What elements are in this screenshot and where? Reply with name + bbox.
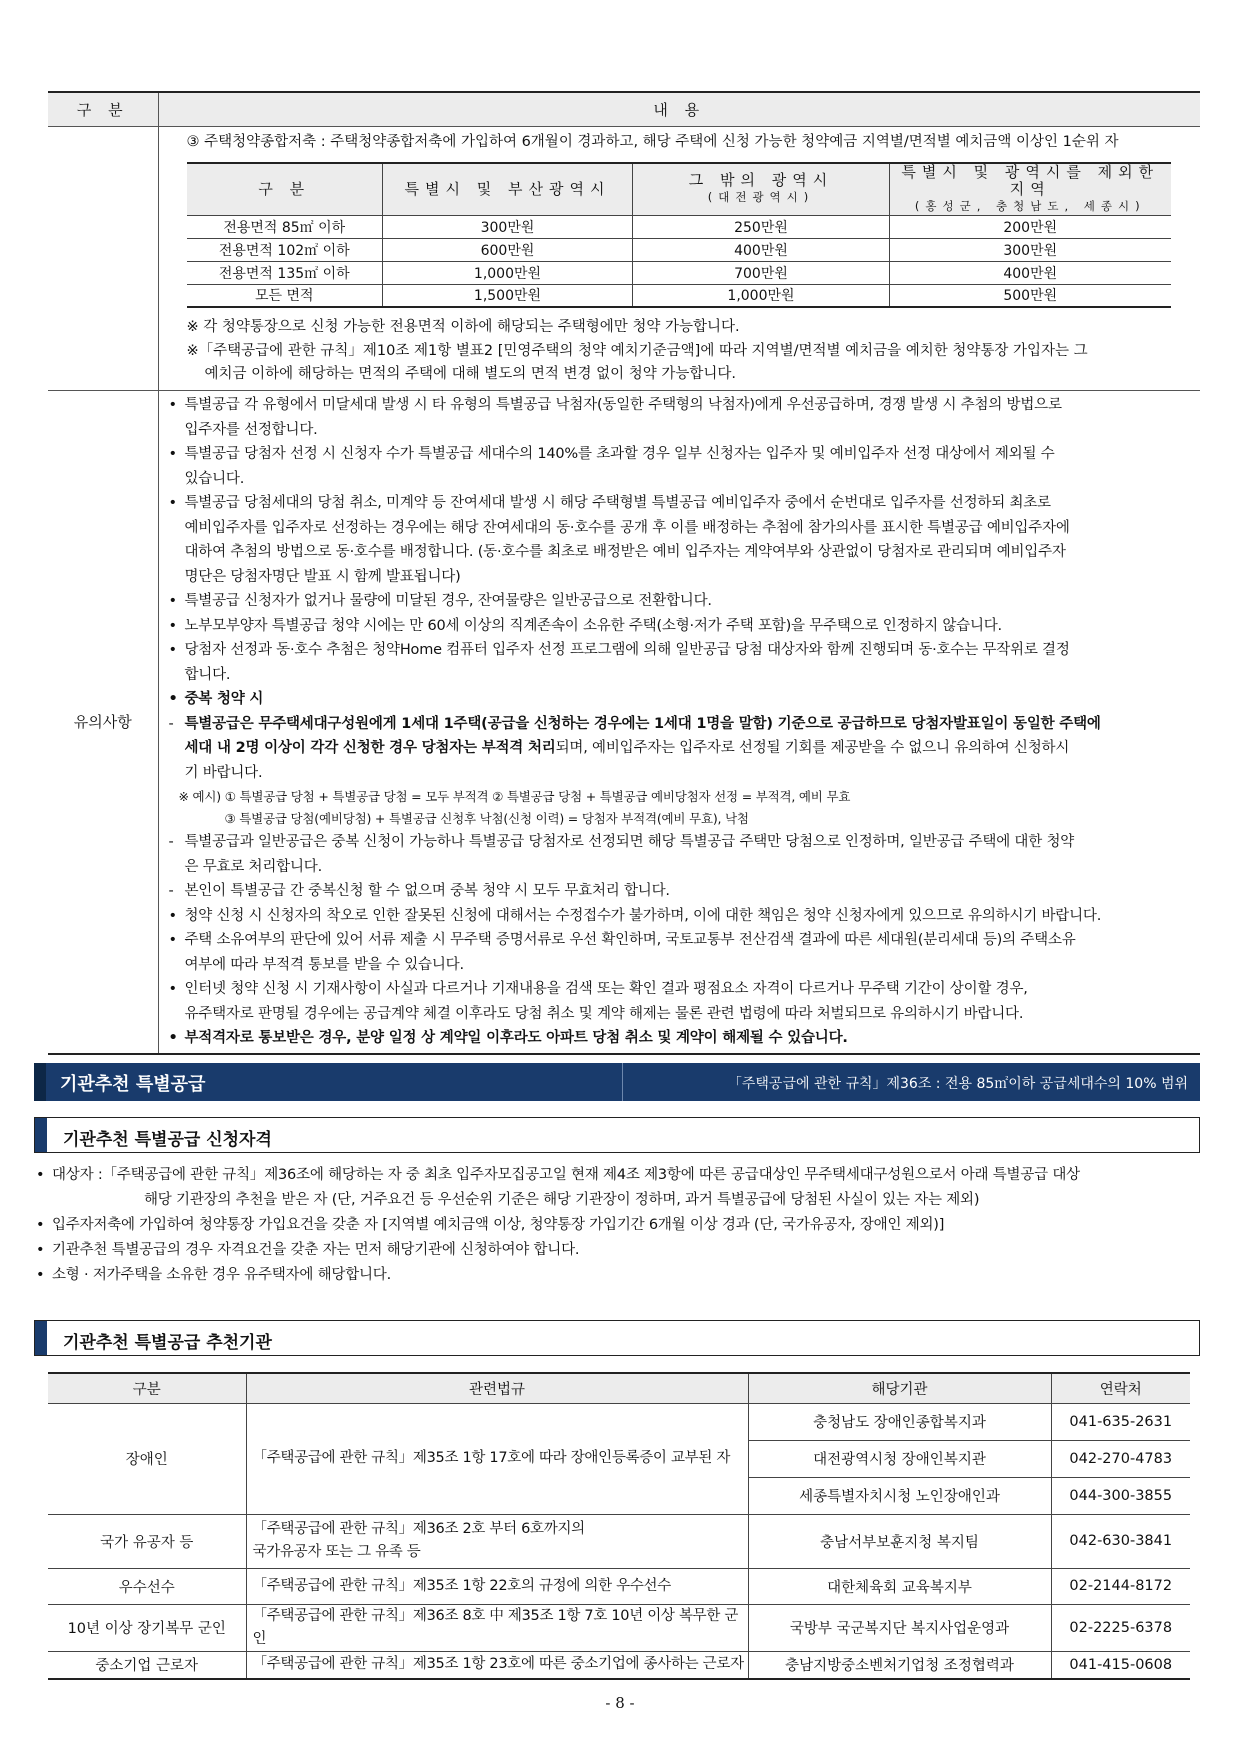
item-line: 해당 기관장의 추천을 받은 자 (단, 거주요건 등 우선순위 기준은 해당 기관장이 정하며, 과거 특별공급에 당첨된 사실이 있는 자는 제외)	[144, 1192, 980, 1208]
item-line: 주택 소유여부의 판단에 있어 서류 제출 시 무주택 증명서류로 우선 확인하며, 국토교통부 전산검색 결과에 따른 세대원(분리세대 등)의 주택소유	[184, 932, 1076, 948]
deposit-row	[187, 261, 1171, 284]
list-item	[167, 393, 1193, 442]
item-line: 특별공급 신청자가 없거나 물량에 미달된 경우, 잔여물량은 일반공급으로 전환합니다.	[184, 593, 712, 609]
deposit-cell: 600만원	[383, 238, 633, 261]
bullet-mark: •	[168, 617, 177, 634]
rec-law: 「주택공급에 관한 규칙」제36조 8호 中 제35조 1항 7호 10년 이상 복무한 군인	[246, 1604, 748, 1651]
bullet-mark: •	[168, 1030, 178, 1046]
rec-phone: 041-635-2631	[1051, 1403, 1190, 1440]
deposit-cell: 전용면적 85㎡ 이하	[187, 215, 383, 238]
bullet-mark: •	[168, 446, 177, 462]
deposit-header-main: 특별시 및 광역시를 제외한 지역	[901, 162, 1160, 198]
rec-phone: 02-2225-6378	[1051, 1604, 1190, 1651]
savings-section	[158, 126, 1200, 391]
item-line: 당첨자 선정과 동·호수 추첨은 청약Home 컴퓨터 입주자 선정 프로그램에 의해 일반공급 당첨 대상자와 함께 진행되며 동·호수는 무작위로 결정	[184, 642, 1070, 658]
item-line: 노부모부양자 특별공급 청약 시에는 만 60세 이상의 직계존속이 소유한 주택(소형·저가 주택 포함)을 무주택으로 인정하지 않습니다.	[184, 617, 1002, 634]
rec-category: 중소기업 근로자	[48, 1651, 246, 1679]
deposit-note-1: ※ 각 청약통장으로 신청 가능한 전용면적 이하에 해당되는 주택형에만 청약 가능합니다.	[186, 319, 740, 335]
item-line: 은 무효로 처리합니다.	[184, 858, 322, 875]
rec-phone: 042-630-3841	[1051, 1514, 1190, 1568]
caution-label: 유의사항	[48, 391, 158, 1054]
rec-category: 10년 이상 장기복무 군인	[48, 1604, 246, 1651]
rec-header-law: 관련법규	[246, 1373, 748, 1403]
list-item	[167, 638, 1193, 687]
deposit-cell: 1,000만원	[633, 284, 890, 307]
deposit-header-cell	[383, 163, 633, 216]
list-item	[167, 879, 1193, 904]
header-content: 내 용	[158, 92, 1200, 126]
deposit-header-main: 특별시 및 부산광역시	[404, 179, 611, 198]
caution-section	[158, 391, 1200, 1054]
deposit-cell: 전용면적 102㎡ 이하	[187, 238, 383, 261]
rec-header-phone: 연락처	[1051, 1373, 1190, 1403]
savings-label-cell	[48, 126, 158, 391]
deposit-cell: 400만원	[890, 261, 1171, 284]
item-line: 본인이 특별공급 간 중복신청 할 수 없으며 중복 청약 시 모두 무효처리 합니다.	[184, 883, 670, 899]
bullet-mark: •	[168, 642, 177, 658]
bullet-mark: -	[168, 883, 174, 899]
rec-law: 「주택공급에 관한 규칙」제35조 1항 22호의 규정에 의한 우수선수	[246, 1568, 748, 1604]
header-category: 구 분	[48, 92, 158, 126]
bullet-mark: -	[168, 834, 174, 850]
recommendation-table	[48, 1372, 1190, 1680]
deposit-cell: 200만원	[890, 215, 1171, 238]
page-number: - 8 -	[605, 1694, 635, 1712]
banner-title: 기관추천 특별공급	[60, 1074, 206, 1095]
item-line: 입주자를 선정합니다.	[184, 421, 318, 438]
deposit-cell: 300만원	[890, 238, 1171, 261]
recommendation-title: 기관추천 특별공급 추천기관	[63, 1333, 272, 1353]
item-line: 소형 · 저가주택을 소유한 경우 유주택자에 해당합니다.	[52, 1267, 392, 1283]
deposit-cell: 1,500만원	[383, 284, 633, 307]
qualification-heading	[34, 1117, 1200, 1153]
savings-title: ③ 주택청약종합저축 : 주택청약종합저축에 가입하여 6개월이 경과하고, 해당 주택에 신청 가능한 청약예금 지역별/면적별 예치금액 이상인 1순위 자	[186, 133, 1119, 150]
rec-phone: 042-270-4783	[1051, 1440, 1190, 1477]
bullet-mark: •	[36, 1167, 45, 1183]
banner-note: 「주택공급에 관한 규칙」제36조 : 전용 85㎡이하 공급세대수의 10% 범위	[727, 1076, 1188, 1092]
bullet-mark: •	[36, 1217, 45, 1233]
list-item	[167, 1026, 1193, 1051]
deposit-cell: 700만원	[633, 261, 890, 284]
list-item	[167, 977, 1193, 1026]
item-line: 기관추천 특별공급의 경우 자격요건을 갖춘 자는 먼저 해당기관에 신청하여야 합니다.	[52, 1242, 580, 1258]
list-item	[167, 491, 1193, 589]
duplicate-example-1: ※ 예시) ① 특별공급 당첨 + 특별공급 당첨 = 모두 부적격 ② 특별공급 당첨 + 특별공급 예비당첨자 선정 = 부적격, 예비 무효	[178, 789, 851, 804]
item-line: 유주택자로 판명될 경우에는 공급계약 체결 이후라도 당첨 취소 및 계약 해제는 물론 관련 법령에 따라 처벌되므로 유의하시기 바랍니다.	[184, 1005, 1024, 1022]
deposit-row	[187, 284, 1171, 307]
list-item	[167, 928, 1193, 977]
bullet-mark: •	[168, 495, 177, 511]
bullet-mark: •	[36, 1267, 45, 1283]
deposit-cell: 400만원	[633, 238, 890, 261]
item-line: 대하여 추첨의 방법으로 동·호수를 배정합니다. (동·호수를 최초로 배정받은 예비 입주자는 계약여부와 상관없이 당첨자로 관리되며 예비입주자	[184, 544, 1066, 560]
rec-law: 「주택공급에 관한 규칙」제35조 1항 23호에 따른 중소기업에 종사하는 근로자	[246, 1651, 748, 1679]
deposit-header-cell	[890, 163, 1171, 216]
deposit-cell: 모든 면적	[187, 284, 383, 307]
rec-agency: 세종특별자치시청 노인장애인과	[748, 1477, 1051, 1514]
bullet-mark: •	[36, 1242, 45, 1258]
rec-agency: 충청남도 장애인종합복지과	[748, 1403, 1051, 1440]
rec-agency: 대한체육회 교육복지부	[748, 1568, 1051, 1604]
deposit-row	[187, 215, 1171, 238]
item-line: 명단은 당첨자명단 발표 시 함께 발표됩니다)	[184, 568, 461, 585]
bullet-mark: •	[168, 907, 177, 924]
item-line: 특별공급 당첨세대의 당첨 취소, 미계약 등 잔여세대 발생 시 해당 주택형별 특별공급 예비입주자 중에서 순번대로 입주자를 선정하되 최초로	[184, 495, 1051, 511]
deposit-note-2a: ※「주택공급에 관한 규칙」제10조 제1항 별표2 [민영주택의 청약 예치기준금액]에 따라 지역별/면적별 예치금을 예치한 청약통장 가입자는 그	[186, 343, 1088, 359]
deposit-header-main: 구 분	[258, 179, 311, 198]
item-line: 부적격자로 통보받은 경우, 분양 일정 상 계약일 이후라도 아파트 당첨 취소 및 계약이 해제될 수 있습니다.	[184, 1030, 848, 1046]
item-line: 합니다.	[184, 666, 231, 683]
rec-phone: 044-300-3855	[1051, 1477, 1190, 1514]
bullet-mark: •	[168, 397, 177, 413]
item-line: 인터넷 청약 신청 시 기재사항이 사실과 다르거나 기재내용을 검색 또는 확인 결과 평점요소 자격이 다르거나 무주택 기간이 상이할 경우,	[184, 981, 1028, 997]
recommendation-heading	[34, 1320, 1200, 1356]
item-line: 청약 신청 시 신청자의 착오로 인한 잘못된 신청에 대해서는 수정접수가 불가하며, 이에 대한 책임은 청약 신청자에게 있으므로 유의하시기 바랍니다.	[184, 907, 1102, 924]
list-item	[34, 1163, 1204, 1213]
qualification-title: 기관추천 특별공급 신청자격	[63, 1130, 272, 1150]
deposit-cell: 500만원	[890, 284, 1171, 307]
deposit-row	[187, 238, 1171, 261]
rec-agency: 충남지방중소벤처기업청 조정협력과	[748, 1651, 1051, 1679]
bullet-mark: •	[168, 981, 177, 997]
rec-category: 국가 유공자 등	[48, 1514, 246, 1568]
rec-header-category: 구분	[48, 1373, 246, 1403]
item-line: 특별공급과 일반공급은 중복 신청이 가능하나 특별공급 당첨자로 선정되면 해당 특별공급 주택만 당첨으로 인정하며, 일반공급 주택에 대한 청약	[184, 834, 1075, 850]
list-item	[167, 589, 1193, 614]
deposit-table	[187, 162, 1171, 309]
deposit-header-sub: (홍성군, 충청남도, 세종시)	[914, 198, 1146, 213]
item-line: 있습니다.	[184, 470, 245, 487]
rec-phone: 02-2144-8172	[1051, 1568, 1190, 1604]
item-line: 예비입주자를 입주자로 선정하는 경우에는 해당 잔여세대의 동·호수를 공개 후 이를 배정하는 추첨에 참가의사를 표시한 특별공급 예비입주자에	[184, 519, 1070, 536]
heading-bar	[35, 1118, 47, 1152]
rec-phone: 041-415-0608	[1051, 1651, 1190, 1679]
item-line: 대상자 :「주택공급에 관한 규칙」제36조에 해당하는 자 중 최초 입주자모집공고일 현재 제4조 제3항에 따른 공급대상인 무주택세대구성원으로서 아래 특별공급 대상	[52, 1167, 1080, 1183]
rec-law: 「주택공급에 관한 규칙」제35조 1항 17호에 따라 장애인등록증이 교부된 자	[246, 1403, 748, 1514]
deposit-header-cell	[633, 163, 890, 216]
rec-agency: 대전광역시청 장애인복지관	[748, 1440, 1051, 1477]
bullet-mark: •	[168, 593, 177, 609]
rec-agency: 충남서부보훈지청 복지팀	[748, 1514, 1051, 1568]
deposit-header-cell	[187, 163, 383, 216]
bullet-mark: •	[168, 932, 177, 948]
rec-law: 「주택공급에 관한 규칙」제36조 2호 부터 6호까지의 국가유공자 또는 그 유족 등	[246, 1514, 748, 1568]
list-item	[167, 614, 1193, 639]
deposit-cell: 300만원	[383, 215, 633, 238]
deposit-header-main: 그 밖의 광역시	[688, 171, 834, 189]
list-item	[34, 1263, 1204, 1288]
deposit-header-sub: (대전광역시)	[707, 190, 815, 204]
item-line: 특별공급 당첨자 선정 시 신청자 수가 특별공급 세대수의 140%를 초과할 경우 일부 신청자는 입주자 및 예비입주자 선정 대상에서 제외될 수	[184, 446, 1055, 462]
rec-category: 우수선수	[48, 1568, 246, 1604]
list-item	[167, 904, 1193, 929]
item-line: 여부에 따라 부적격 통보를 받을 수 있습니다.	[184, 956, 464, 973]
deposit-cell: 250만원	[633, 215, 890, 238]
duplicate-title: • 중복 청약 시	[168, 691, 264, 707]
item-line: 입주자저축에 가입하여 청약통장 가입요건을 갖춘 자 [지역별 예치금액 이상, 청약통장 가입기간 6개월 이상 경과 (단, 국가유공자, 장애인 제외)]	[52, 1217, 945, 1233]
duplicate-rule: - 특별공급은 무주택세대구성원에게 1세대 1주택(공급을 신청하는 경우에는 1세대 1명을 말함) 기준으로 공급하므로 당첨자발표일이 동일한 주택에 세대 내 2명 이상이 각각 신청한 경우 당첨자는 부적격 처리되며, 예비입주자는 입주자로 선정될 기회를 제공받을 수 없으니 유의하여 신청하시 기 바랍니다.	[168, 715, 1101, 781]
item-line: 특별공급 각 유형에서 미달세대 발생 시 타 유형의 특별공급 낙첨자(동일한 주택형의 낙첨자)에게 우선공급하며, 경쟁 발생 시 추첨의 방법으로	[184, 397, 1062, 413]
deposit-cell: 전용면적 135㎡ 이하	[187, 261, 383, 284]
rec-category: 장애인	[48, 1403, 246, 1514]
qualification-list	[34, 1163, 1204, 1288]
section-banner	[34, 1063, 1200, 1101]
duplicate-example-2: ③ 특별공급 당첨(예비당첨) + 특별공급 신청후 낙첨(신청 이력) = 당첨자 부적격(예비 무효), 낙첨	[224, 811, 749, 826]
heading-bar	[35, 1321, 47, 1355]
deposit-note-2b: 예치금 이하에 해당하는 면적의 주택에 대해 별도의 면적 변경 없이 청약 가능합니다.	[204, 366, 737, 382]
eligibility-table	[48, 91, 1200, 1055]
list-item	[34, 1238, 1204, 1263]
rec-header-agency: 해당기관	[748, 1373, 1051, 1403]
deposit-cell: 1,000만원	[383, 261, 633, 284]
list-item	[34, 1213, 1204, 1238]
rec-agency: 국방부 국군복지단 복지사업운영과	[748, 1604, 1051, 1651]
banner-divider	[622, 1063, 623, 1101]
list-item	[167, 442, 1193, 491]
list-item	[167, 830, 1193, 879]
